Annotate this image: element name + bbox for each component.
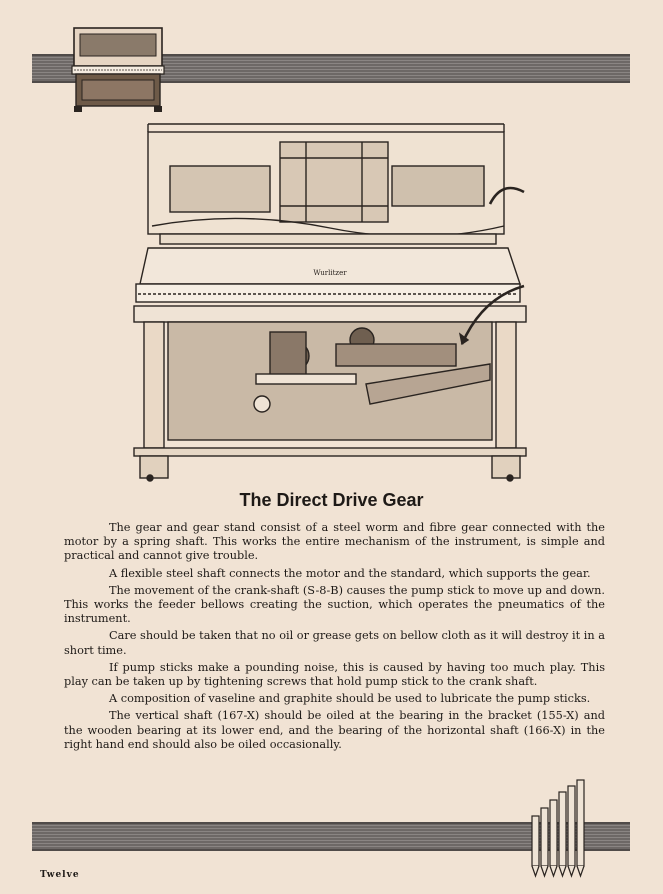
- paragraph-flexible-shaft: A flexible steel shaft connects the motor and the standard, which supports the gear.: [109, 566, 591, 580]
- paragraph-care: Care should be taken that no oil or grease gets on bellow cloth as it will destroy it in a short time.: [64, 629, 605, 657]
- page-number: Twelve: [40, 870, 80, 880]
- piano-mechanism-illustration: [130, 118, 530, 482]
- section-title: The Direct Drive Gear: [239, 490, 424, 510]
- piano-player-icon: [66, 22, 170, 116]
- paragraph-lubricant: A composition of vaseline and graphite should be used to lubricate the pump sticks.: [109, 692, 591, 706]
- paragraph-pump-sticks: If pump sticks make a pounding noise, this is caused by having too much play. This play can be taken up by tightening screws that hold pump stick to the crank shaft.: [64, 660, 605, 689]
- body-text: [64, 521, 605, 755]
- paragraph-gear: The gear and gear stand consist of a steel worm and fibre gear connected with the motor by a spring shaft. This works the entire mechanism of the instrument, is simple and practical and cannot give trouble.: [64, 521, 605, 563]
- paragraph-crank-shaft: The movement of the crank-shaft (S-8-B) causes the pump stick to move up and down. This works the feeder bellows creating the suction, which operates the pneumatics of the instrument.: [64, 583, 605, 626]
- nameboard-label: Wurlitzer: [313, 269, 347, 277]
- organ-pipes-icon: [528, 778, 590, 878]
- paragraph-vertical-shaft: The vertical shaft (167-X) should be oiled at the bearing in the bracket (155-X) and the wooden bearing at its lower end, and the bearing of the horizontal shaft (166-X) in the right hand end should also be oiled occasionally.: [64, 709, 605, 751]
